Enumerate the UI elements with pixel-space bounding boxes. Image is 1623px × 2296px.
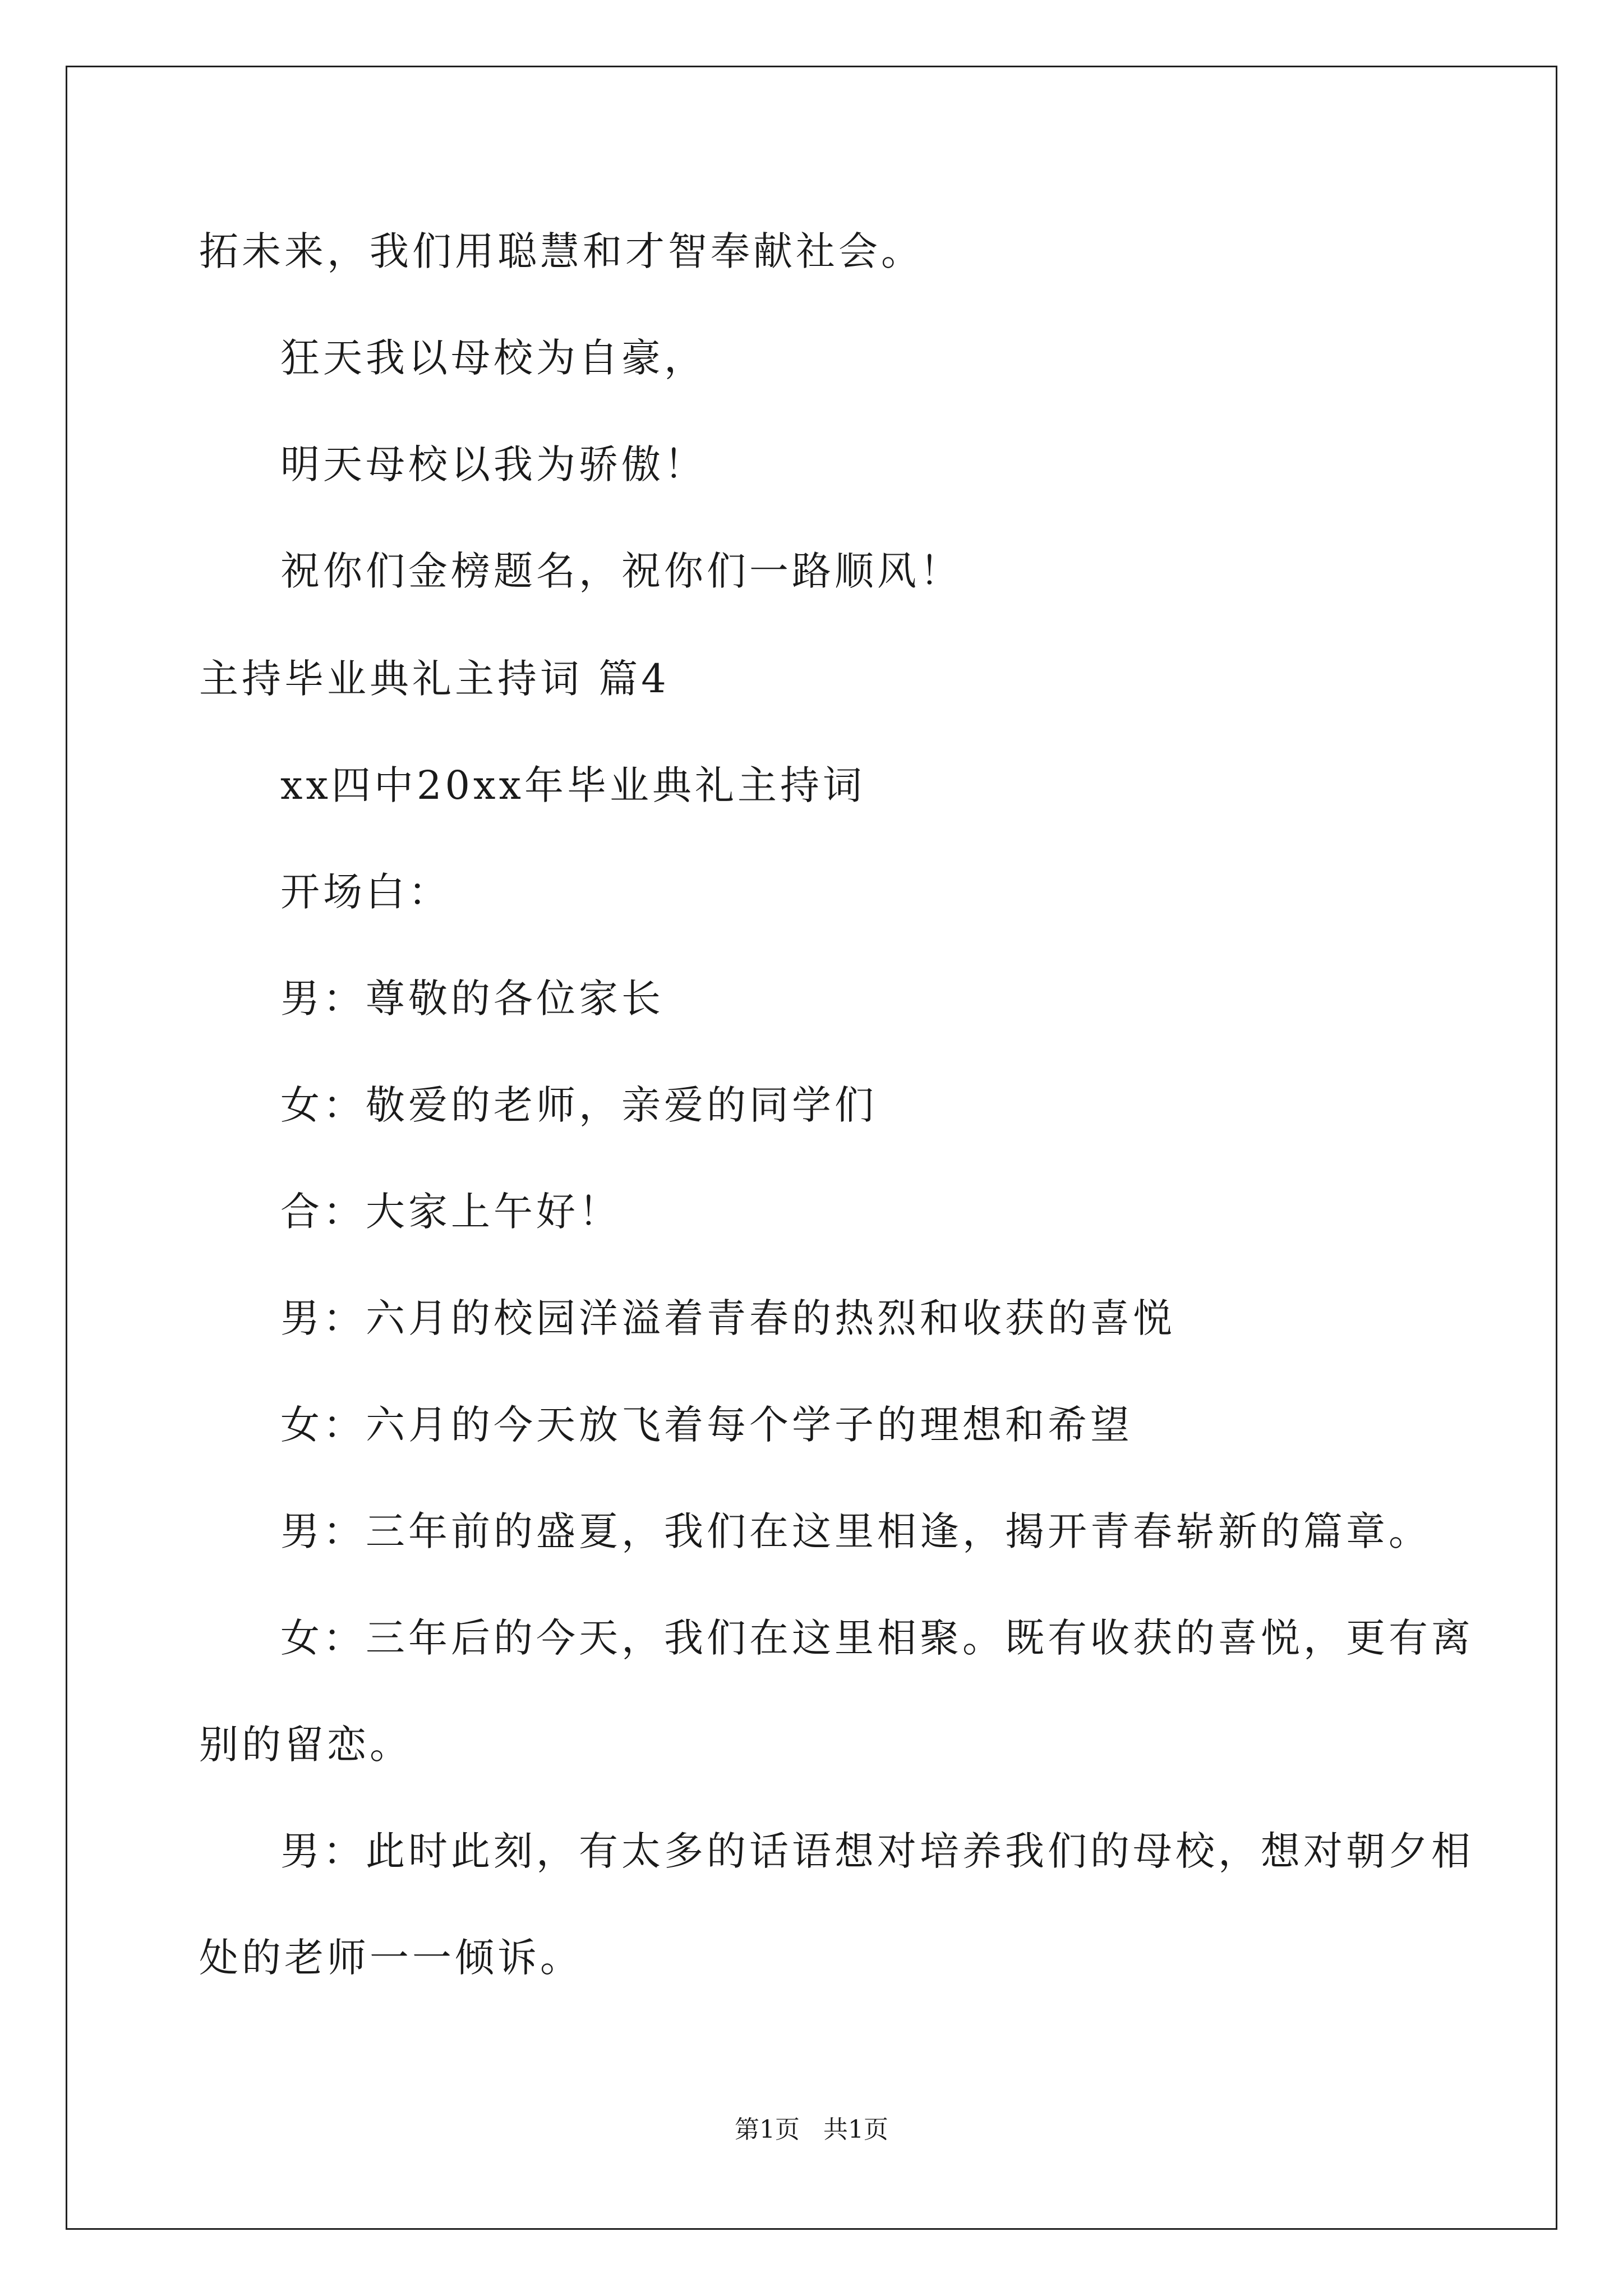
paragraph-line: 合：大家上午好！ — [280, 1189, 621, 1235]
page-footer: 第1页 共1页 — [735, 2115, 888, 2144]
paragraph-line: 女：敬爱的老师，亲爱的同学们 — [280, 1082, 877, 1128]
paragraph-line: 女：三年后的今天，我们在这里相聚。既有收获的喜悦，更有离 — [280, 1615, 1474, 1661]
paragraph-line: 狂天我以母校为自豪， — [280, 335, 707, 381]
paragraph-line: 拓未来，我们用聪慧和才智奉献社会。 — [199, 228, 924, 274]
paragraph-line: 男：三年前的盛夏，我们在这里相逢，揭开青春崭新的篇章。 — [280, 1508, 1431, 1554]
paragraph-line: 明天母校以我为骄傲！ — [280, 441, 707, 487]
paragraph-line: 男：此时此刻，有太多的话语想对培养我们的母校，想对朝夕相 — [280, 1828, 1474, 1874]
paragraph-line: 男：尊敬的各位家长 — [280, 976, 664, 1022]
paragraph-line: 男：六月的校园洋溢着青春的热烈和收获的喜悦 — [280, 1295, 1175, 1341]
paragraph-line: 别的留恋。 — [199, 1722, 412, 1768]
section-heading: 主持毕业典礼主持词 篇4 — [199, 656, 670, 702]
paragraph-line: xx四中20xx年毕业典礼主持词 — [280, 762, 865, 808]
paragraph-line: 女：六月的今天放飞着每个学子的理想和希望 — [280, 1402, 1133, 1448]
paragraph-line: 祝你们金榜题名，祝你们一路顺风！ — [280, 548, 962, 594]
page-border — [66, 66, 1557, 2230]
paragraph-line: 处的老师一一倾诉。 — [199, 1935, 583, 1981]
paragraph-line: 开场白： — [280, 869, 451, 915]
